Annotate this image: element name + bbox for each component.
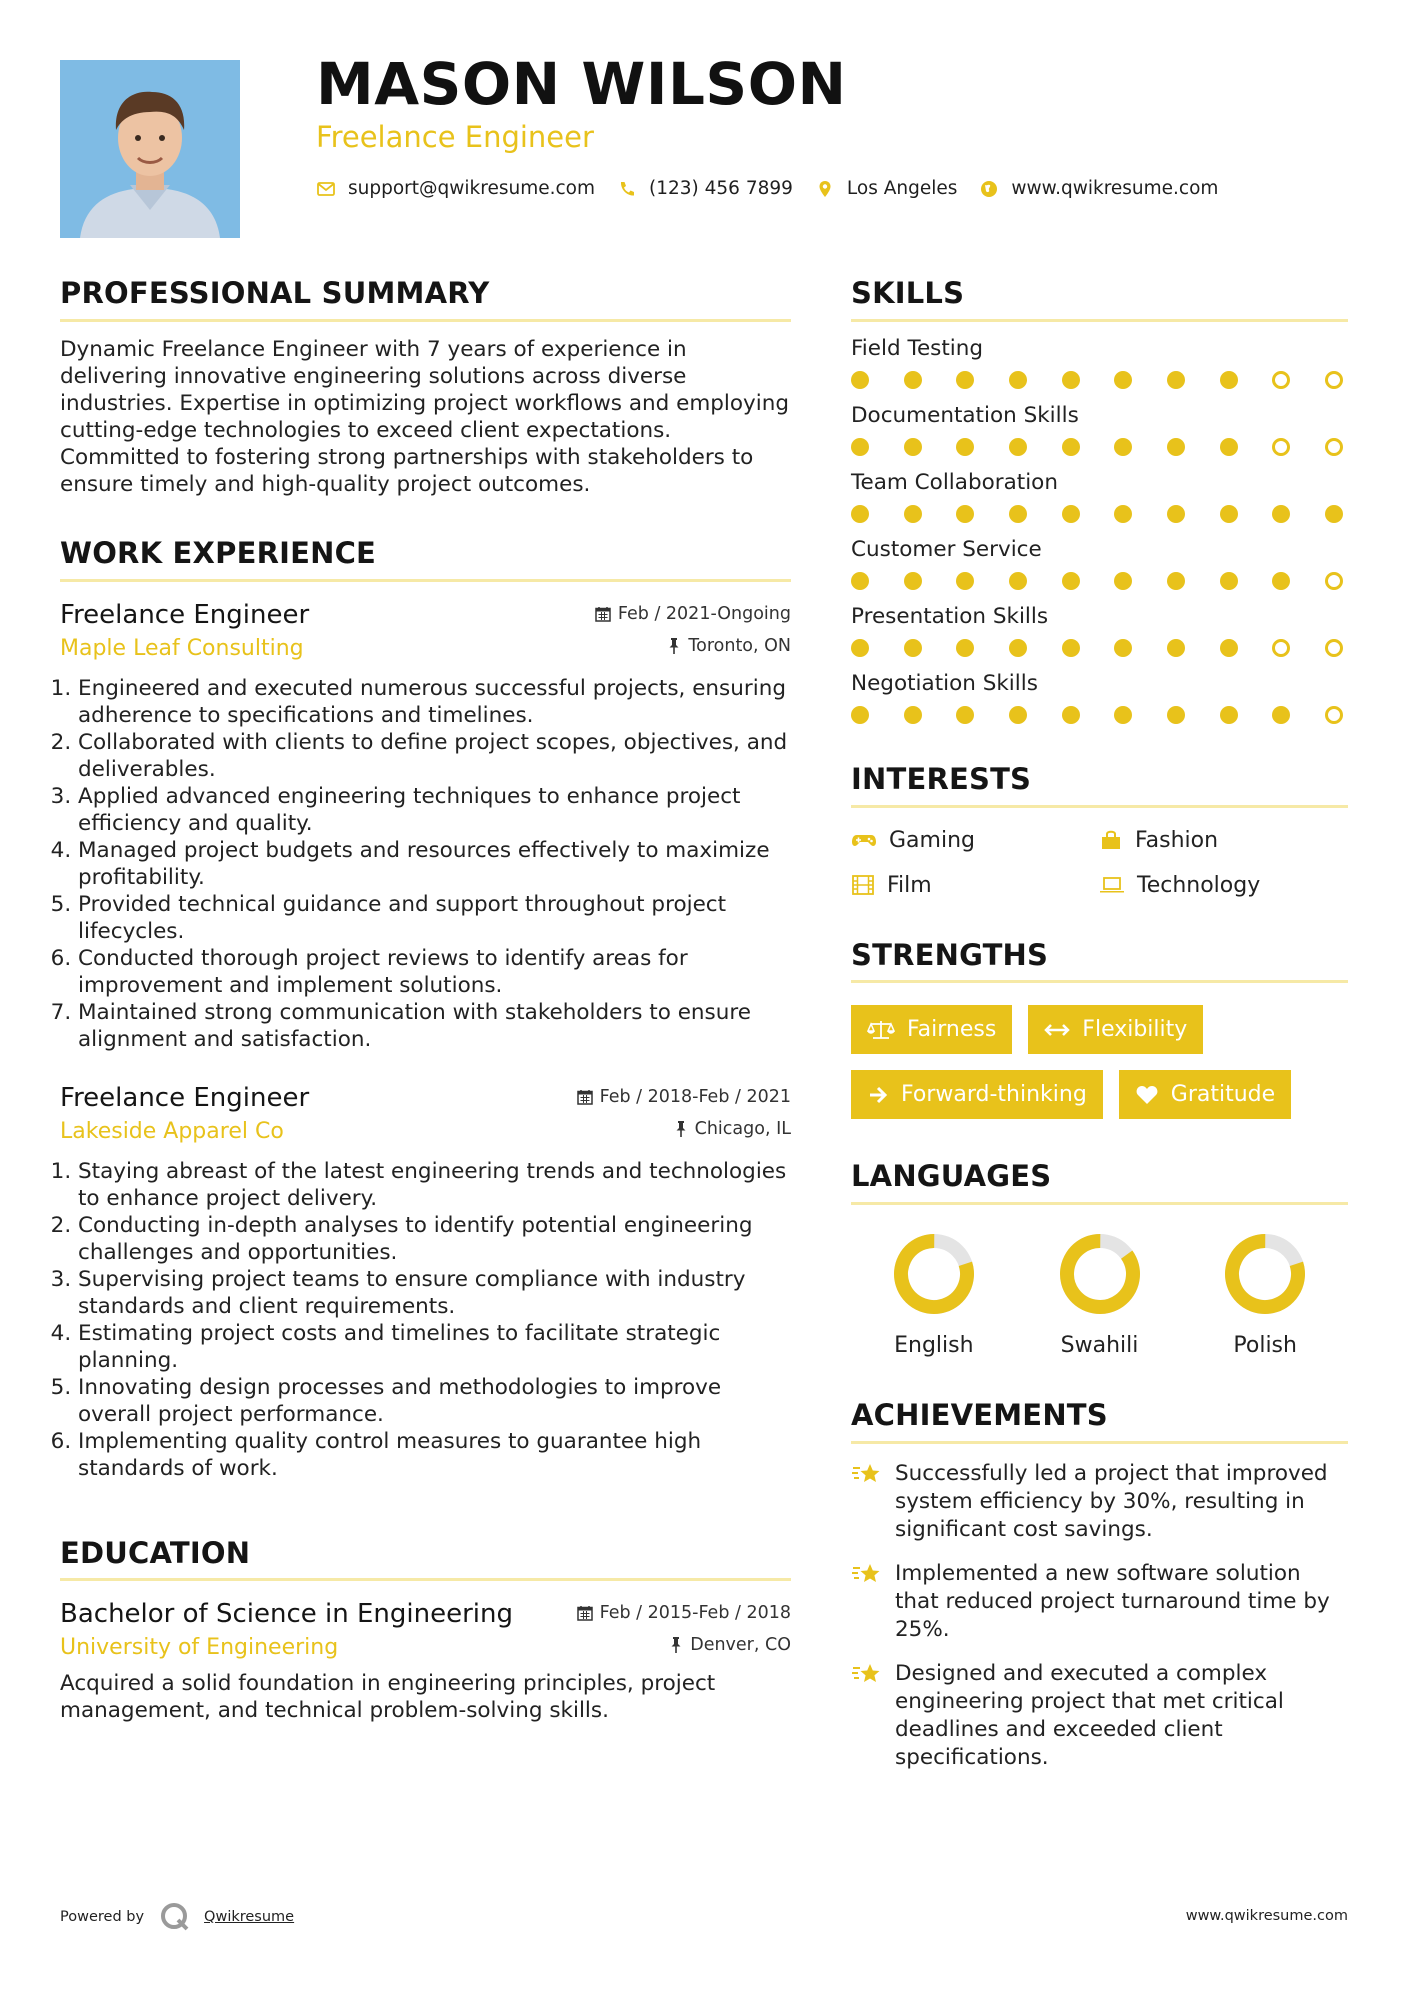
rating-dot-filled: [1009, 505, 1027, 523]
contact-location: [815, 178, 958, 199]
pushpin-icon: [673, 1120, 689, 1138]
list-item: 4. Managed project budgets and resources effectively to maximize profitability.: [78, 837, 791, 891]
degree-title: Bachelor of Science in Engineering: [60, 1599, 513, 1630]
envelope-icon: [316, 179, 336, 199]
footer-powered-by: Powered by Qwikresume: [60, 1900, 294, 1934]
list-item: 3. Supervising project teams to ensure compliance with industry standards and client requirements.: [78, 1266, 791, 1320]
calendar-icon: [576, 1088, 594, 1106]
duty-list: [60, 1158, 791, 1482]
rating-dot-filled: [1062, 706, 1080, 724]
skills-heading: SKILLS: [851, 276, 1348, 322]
footer-brand-link[interactable]: Qwikresume: [204, 1909, 295, 1925]
left-column: [60, 276, 791, 1724]
education-heading: EDUCATION: [60, 1536, 791, 1582]
rating-dot-filled: [1114, 371, 1132, 389]
company-name: Maple Leaf Consulting: [60, 635, 304, 661]
job-location: Toronto, ON: [666, 636, 791, 656]
skill-rating: [851, 371, 1343, 389]
right-column: [851, 276, 1348, 1772]
rating-dot-filled: [851, 639, 869, 657]
rating-dot-filled: [1009, 572, 1027, 590]
rating-dot-filled: [851, 371, 869, 389]
skill-item: [851, 604, 1348, 657]
duty-list: [60, 675, 791, 1053]
contact-email[interactable]: [316, 178, 595, 199]
skill-rating: [851, 505, 1343, 523]
pushpin-icon: [668, 1636, 684, 1654]
strength-tag: Fairness: [851, 1005, 1012, 1054]
strength-tag: Gratitude: [1119, 1070, 1291, 1119]
achievement-item: Successfully led a project that improved system efficiency by 30%, resulting in significant cost savings.: [851, 1460, 1348, 1544]
interest-item: Film: [851, 873, 1099, 898]
rating-dot-filled: [904, 371, 922, 389]
rating-dot-filled: [904, 572, 922, 590]
location-text: Los Angeles: [846, 178, 958, 199]
skill-item: [851, 336, 1348, 389]
language-item: [1017, 1231, 1183, 1358]
star-icon: [851, 1462, 881, 1488]
language-name: English: [894, 1333, 974, 1359]
rating-dot-filled: [1114, 505, 1132, 523]
calendar-icon: [594, 605, 612, 623]
skill-rating: [851, 639, 1343, 657]
rating-dot-empty: [1272, 639, 1290, 657]
skill-name: Presentation Skills: [851, 603, 1049, 629]
skill-rating: [851, 706, 1343, 724]
list-item: 6. Implementing quality control measures to guarantee high standards of work.: [78, 1428, 791, 1482]
contact-bar: [316, 178, 1240, 199]
languages-list: [851, 1231, 1348, 1358]
shopping-bag-icon: [1099, 829, 1123, 851]
skill-item: [851, 537, 1348, 590]
map-pin-icon: [815, 179, 835, 199]
rating-dot-filled: [1272, 572, 1290, 590]
language-proficiency-ring: [1222, 1231, 1308, 1317]
rating-dot-empty: [1325, 371, 1343, 389]
list-item: 5. Provided technical guidance and support throughout project lifecycles.: [78, 891, 791, 945]
list-item: 2. Collaborated with clients to define project scopes, objectives, and deliverables.: [78, 729, 791, 783]
education-text: Acquired a solid foundation in engineering principles, project management, and technical problem-solving skills.: [60, 1671, 716, 1724]
job-entry: [60, 600, 791, 1053]
achievements-list: [851, 1460, 1348, 1772]
rating-dot-filled: [956, 505, 974, 523]
candidate-title: Freelance Engineer: [316, 120, 594, 154]
skills-list: [851, 336, 1348, 724]
job-entry: [60, 1083, 791, 1482]
arrow-right-icon: [867, 1084, 889, 1106]
education-entry: [60, 1599, 791, 1724]
interests-heading: INTERESTS: [851, 762, 1348, 808]
heart-icon: [1135, 1084, 1159, 1106]
rating-dot-filled: [1167, 572, 1185, 590]
rating-dot-filled: [851, 572, 869, 590]
phone-text: (123) 456 7899: [649, 178, 793, 199]
interests-grid: [851, 828, 1348, 898]
skill-rating: [851, 572, 1343, 590]
education-location: Denver, CO: [668, 1635, 791, 1655]
rating-dot-filled: [956, 572, 974, 590]
laptop-icon: [1099, 875, 1125, 895]
rating-dot-empty: [1325, 572, 1343, 590]
rating-dot-filled: [1220, 371, 1238, 389]
arrows-horizontal-icon: [1044, 1019, 1070, 1041]
rating-dot-filled: [1062, 371, 1080, 389]
rating-dot-filled: [1220, 706, 1238, 724]
rating-dot-empty: [1325, 639, 1343, 657]
rating-dot-filled: [1272, 706, 1290, 724]
rating-dot-filled: [851, 505, 869, 523]
rating-dot-filled: [956, 639, 974, 657]
qwikresume-logo-icon: [158, 1900, 192, 1934]
rating-dot-filled: [1114, 706, 1132, 724]
summary-heading: PROFESSIONAL SUMMARY: [60, 276, 791, 322]
rating-dot-filled: [1114, 438, 1132, 456]
interest-item: Fashion: [1099, 828, 1347, 853]
globe-icon: [979, 179, 999, 199]
rating-dot-filled: [1114, 572, 1132, 590]
rating-dot-filled: [1167, 706, 1185, 724]
strength-tag: Forward-thinking: [851, 1070, 1103, 1119]
gamepad-icon: [851, 830, 877, 850]
rating-dot-filled: [904, 706, 922, 724]
achievement-item: Implemented a new software solution that reduced project turnaround time by 25%.: [851, 1560, 1348, 1644]
person-photo-icon: [60, 60, 240, 238]
interest-item: Technology: [1099, 873, 1347, 898]
language-item: [1182, 1231, 1348, 1358]
rating-dot-filled: [1062, 639, 1080, 657]
school-name: University of Engineering: [60, 1635, 339, 1661]
rating-dot-filled: [1272, 505, 1290, 523]
job-date: Feb / 2021-Ongoing: [594, 604, 791, 624]
list-item: 5. Innovating design processes and methodologies to improve overall project performance.: [78, 1374, 791, 1428]
contact-website[interactable]: [979, 178, 1218, 199]
rating-dot-filled: [1062, 572, 1080, 590]
rating-dot-filled: [904, 505, 922, 523]
job-date: Feb / 2018-Feb / 2021: [576, 1087, 791, 1107]
skill-name: Team Collaboration: [851, 469, 1058, 495]
profile-photo: [60, 60, 240, 238]
list-item: 6. Conducted thorough project reviews to identify areas for improvement and implement solutions.: [78, 945, 791, 999]
rating-dot-filled: [956, 706, 974, 724]
skill-item: [851, 470, 1348, 523]
ring-fill: [1057, 1231, 1143, 1317]
rating-dot-filled: [1009, 371, 1027, 389]
list-item: 2. Conducting in-depth analyses to identify potential engineering challenges and opportunities.: [78, 1212, 791, 1266]
company-name: Lakeside Apparel Co: [60, 1118, 284, 1144]
rating-dot-filled: [851, 706, 869, 724]
list-item: 4. Estimating project costs and timelines to facilitate strategic planning.: [78, 1320, 791, 1374]
strengths-list: [851, 1005, 1348, 1119]
star-icon: [851, 1662, 881, 1688]
skill-item: [851, 403, 1348, 456]
rating-dot-filled: [956, 438, 974, 456]
ring-fill: [1224, 1233, 1307, 1316]
list-item: 1. Engineered and executed numerous successful projects, ensuring adherence to specifications and timelines.: [78, 675, 791, 729]
rating-dot-filled: [904, 438, 922, 456]
rating-dot-filled: [1167, 505, 1185, 523]
ring-fill: [892, 1233, 975, 1316]
website-text: www.qwikresume.com: [1011, 178, 1219, 199]
language-proficiency-ring: [1057, 1231, 1143, 1317]
achievement-item: Designed and executed a complex engineering project that met critical deadlines and exceeded client specifications.: [851, 1660, 1348, 1772]
rating-dot-filled: [1220, 572, 1238, 590]
rating-dot-empty: [1325, 706, 1343, 724]
rating-dot-filled: [1167, 438, 1185, 456]
skill-name: Negotiation Skills: [851, 670, 1038, 696]
rating-dot-filled: [1220, 505, 1238, 523]
balance-scale-icon: [867, 1019, 895, 1041]
list-item: 1. Staying abreast of the latest engineering trends and technologies to enhance project delivery.: [78, 1158, 791, 1212]
skill-item: [851, 671, 1348, 724]
strength-tag: Flexibility: [1028, 1005, 1203, 1054]
rating-dot-filled: [851, 438, 869, 456]
pushpin-icon: [666, 637, 682, 655]
language-name: Polish: [1233, 1333, 1297, 1359]
contact-phone[interactable]: [617, 178, 793, 199]
skill-rating: [851, 438, 1343, 456]
calendar-icon: [576, 1604, 594, 1622]
language-item: [851, 1231, 1017, 1358]
languages-heading: LANGUAGES: [851, 1159, 1348, 1205]
star-icon: [851, 1562, 881, 1588]
phone-icon: [617, 179, 637, 199]
rating-dot-empty: [1272, 371, 1290, 389]
strengths-heading: STRENGTHS: [851, 938, 1348, 984]
film-icon: [851, 874, 875, 896]
rating-dot-filled: [1167, 639, 1185, 657]
rating-dot-filled: [1009, 438, 1027, 456]
language-proficiency-ring: [891, 1231, 977, 1317]
skill-name: Customer Service: [851, 536, 1042, 562]
skill-name: Documentation Skills: [851, 402, 1079, 428]
job-location: Chicago, IL: [673, 1119, 791, 1139]
list-item: 7. Maintained strong communication with stakeholders to ensure alignment and satisfaction.: [78, 999, 791, 1053]
email-text: support@qwikresume.com: [348, 178, 595, 199]
education-date: Feb / 2015-Feb / 2018: [576, 1603, 791, 1623]
rating-dot-filled: [1167, 371, 1185, 389]
rating-dot-filled: [956, 371, 974, 389]
candidate-name: MASON WILSON: [316, 50, 847, 118]
footer-url[interactable]: www.qwikresume.com: [1185, 1908, 1348, 1924]
language-name: Swahili: [1060, 1333, 1139, 1359]
rating-dot-filled: [1114, 639, 1132, 657]
rating-dot-filled: [1062, 505, 1080, 523]
rating-dot-filled: [1062, 438, 1080, 456]
rating-dot-filled: [1220, 438, 1238, 456]
rating-dot-empty: [1272, 438, 1290, 456]
achievements-heading: ACHIEVEMENTS: [851, 1398, 1348, 1444]
rating-dot-empty: [1325, 438, 1343, 456]
rating-dot-filled: [1009, 639, 1027, 657]
rating-dot-filled: [1009, 706, 1027, 724]
experience-heading: WORK EXPERIENCE: [60, 536, 791, 582]
summary-text: Dynamic Freelance Engineer with 7 years of experience in delivering innovative engineering solutions across diverse industries. Expertise in optimizing project workflows and employing cutting-edge technologies to exceed client expectations. Committed to fostering strong partnerships with stakeholders to ensure timely and high-quality project outcomes.: [60, 336, 790, 497]
list-item: 3. Applied advanced engineering techniques to enhance project efficiency and quality.: [78, 783, 791, 837]
rating-dot-filled: [904, 639, 922, 657]
rating-dot-filled: [1325, 505, 1343, 523]
job-title: Freelance Engineer: [60, 599, 310, 630]
rating-dot-filled: [1220, 639, 1238, 657]
job-title: Freelance Engineer: [60, 1082, 310, 1113]
skill-name: Field Testing: [851, 335, 984, 361]
interest-item: Gaming: [851, 828, 1099, 853]
